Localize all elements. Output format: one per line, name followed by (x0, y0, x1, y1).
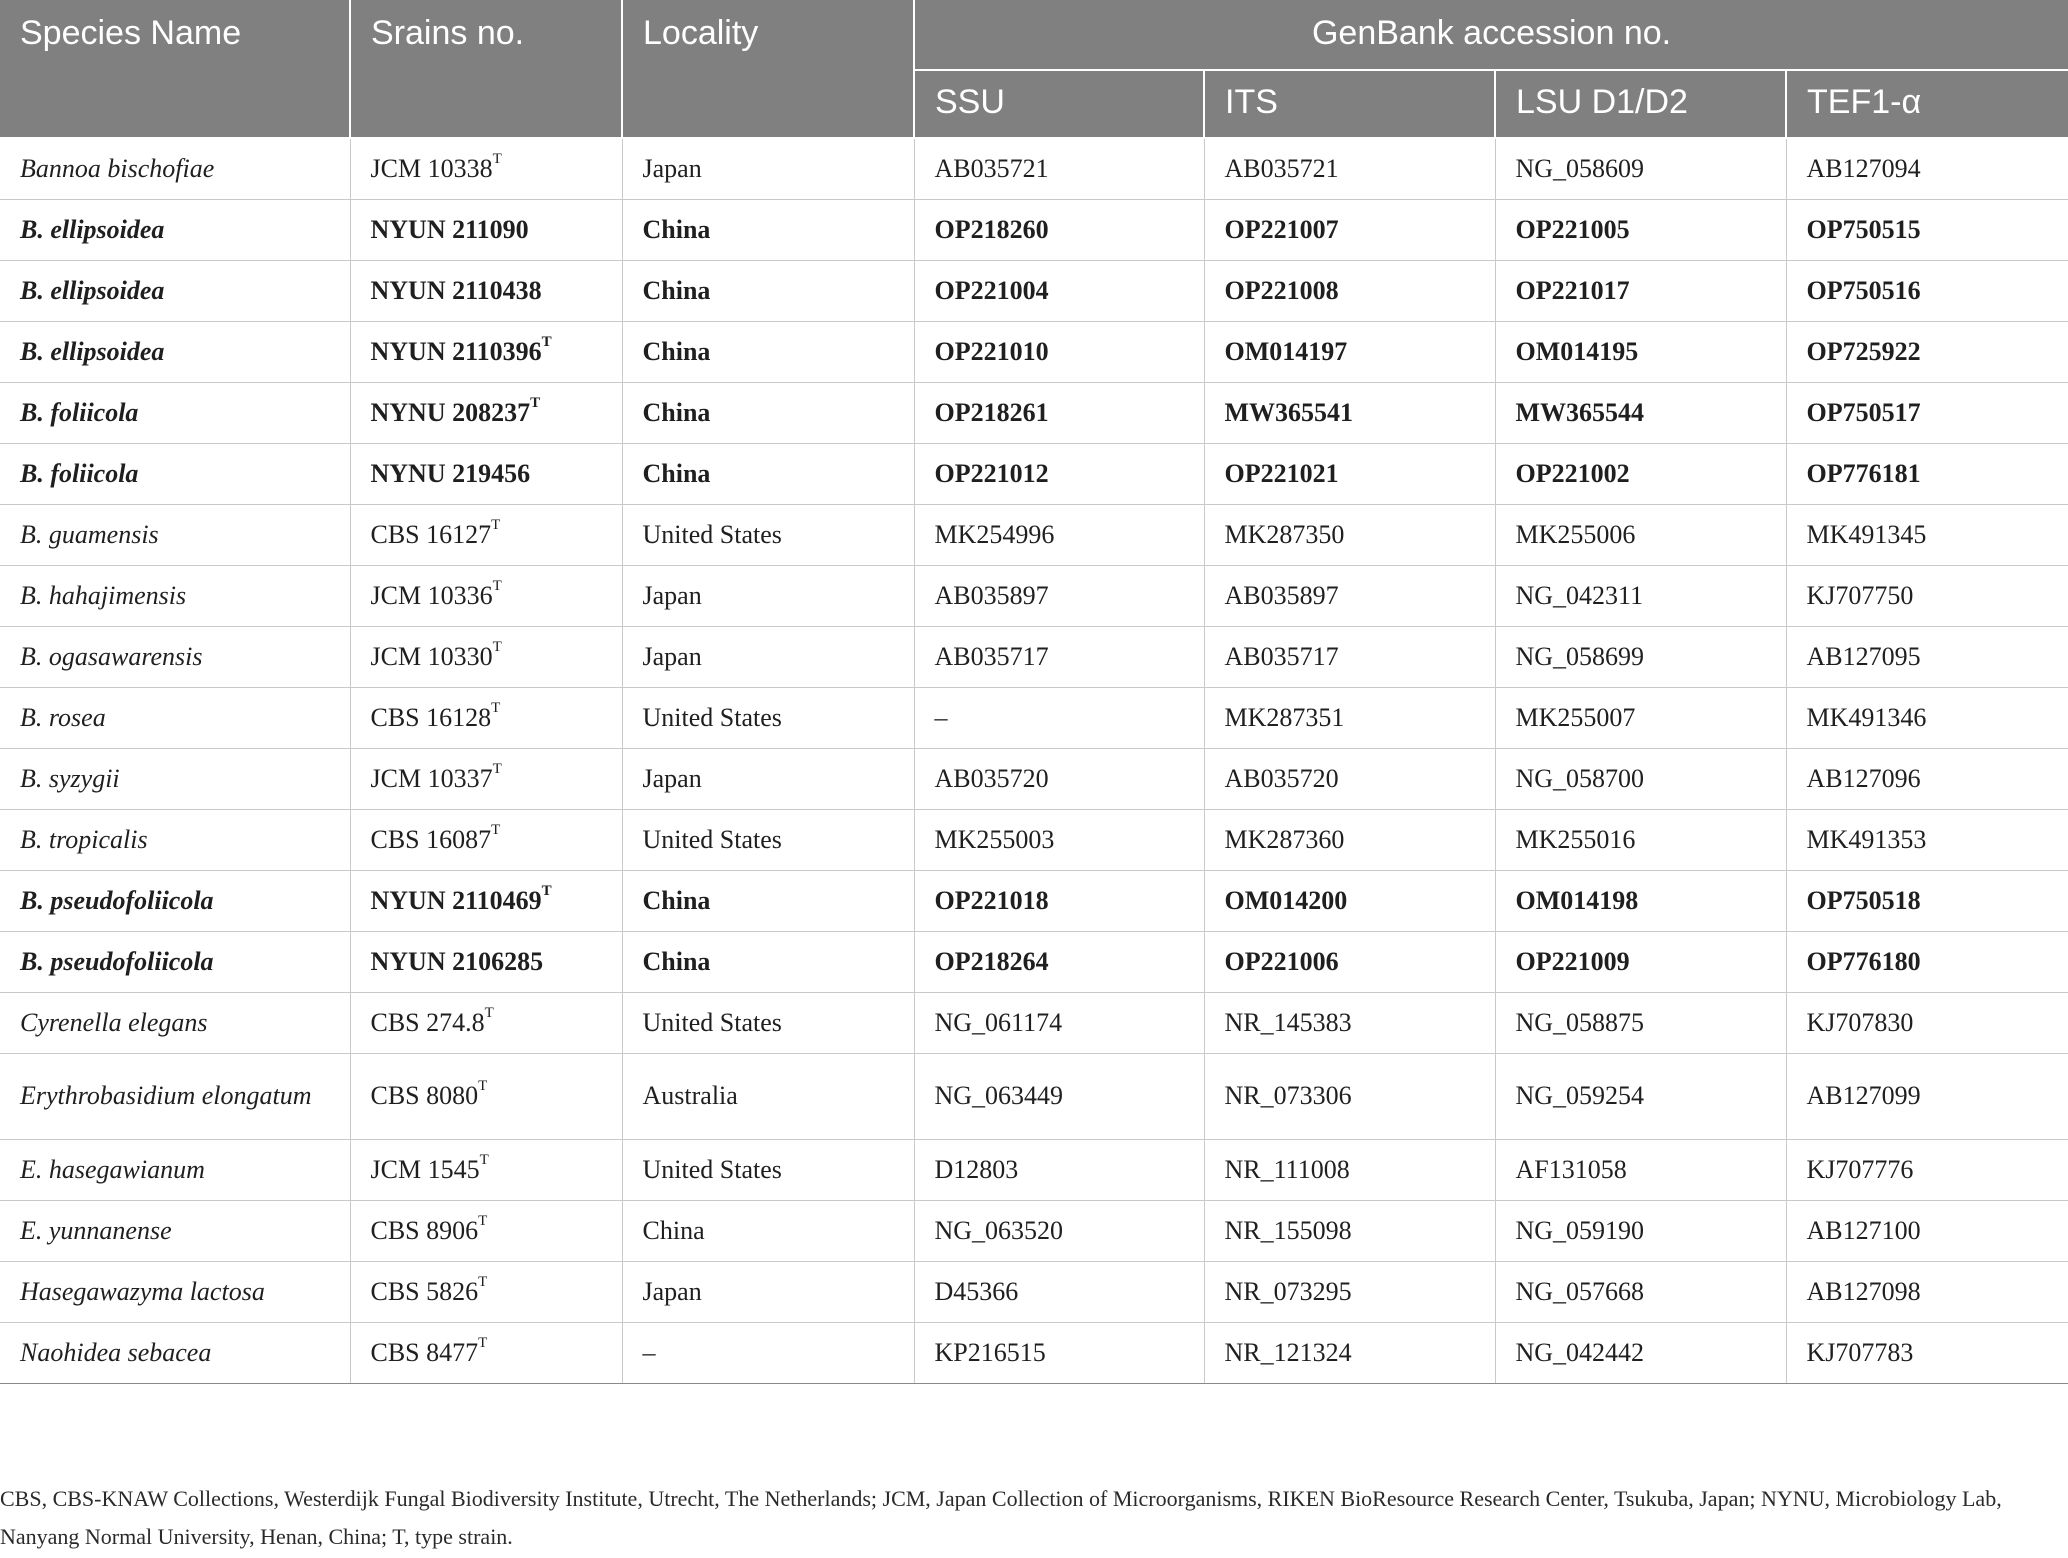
strain-number: NYUN 2110438 (370, 275, 542, 305)
header-its: ITS (1204, 70, 1495, 138)
cell-locality: Japan (622, 626, 914, 687)
cell-strain (350, 443, 622, 504)
table-row (0, 1139, 2068, 1200)
cell-strain (350, 1139, 622, 1200)
cell-species: B. ellipsoidea (0, 260, 350, 321)
cell-species: B. rosea (0, 687, 350, 748)
cell-species: B. tropicalis (0, 809, 350, 870)
cell-its: OP221007 (1204, 199, 1495, 260)
type-strain-mark: T (484, 1004, 494, 1021)
cell-strain (350, 382, 622, 443)
cell-ssu: OP221012 (914, 443, 1204, 504)
cell-tef: OP750517 (1786, 382, 2068, 443)
table-row (0, 809, 2068, 870)
cell-ssu: OP218264 (914, 931, 1204, 992)
cell-lsu: AF131058 (1495, 1139, 1786, 1200)
table-row (0, 1200, 2068, 1261)
type-strain-mark: T (492, 638, 502, 655)
strain-number: NYUN 211090 (370, 214, 529, 244)
cell-ssu: KP216515 (914, 1322, 1204, 1383)
cell-its: AB035720 (1204, 748, 1495, 809)
cell-lsu: OP221005 (1495, 199, 1786, 260)
cell-locality: China (622, 321, 914, 382)
cell-lsu: NG_058699 (1495, 626, 1786, 687)
table-row (0, 504, 2068, 565)
cell-ssu: AB035721 (914, 138, 1204, 199)
cell-locality: China (622, 931, 914, 992)
cell-strain (350, 870, 622, 931)
cell-lsu: MK255007 (1495, 687, 1786, 748)
cell-locality: United States (622, 1139, 914, 1200)
table-header (0, 0, 2068, 138)
cell-ssu: – (914, 687, 1204, 748)
cell-its: AB035721 (1204, 138, 1495, 199)
cell-species: Naohidea sebacea (0, 1322, 350, 1383)
type-strain-mark: T (491, 516, 501, 533)
cell-ssu: OP218260 (914, 199, 1204, 260)
cell-locality: United States (622, 504, 914, 565)
table-row (0, 565, 2068, 626)
cell-lsu: OP221002 (1495, 443, 1786, 504)
cell-ssu: OP221018 (914, 870, 1204, 931)
cell-its: OP221006 (1204, 931, 1495, 992)
cell-ssu: MK254996 (914, 504, 1204, 565)
cell-locality: China (622, 870, 914, 931)
cell-tef: AB127095 (1786, 626, 2068, 687)
strain-number: NYUN 2110469 (370, 885, 542, 915)
header-genbank-accession: GenBank accession no. (914, 0, 2068, 70)
cell-lsu: OM014195 (1495, 321, 1786, 382)
header-ssu: SSU (914, 70, 1204, 138)
cell-species: B. ellipsoidea (0, 321, 350, 382)
table-row (0, 260, 2068, 321)
cell-lsu: NG_057668 (1495, 1261, 1786, 1322)
table-row (0, 687, 2068, 748)
cell-strain (350, 260, 622, 321)
cell-tef: AB127100 (1786, 1200, 2068, 1261)
cell-locality: China (622, 443, 914, 504)
cell-lsu: NG_042442 (1495, 1322, 1786, 1383)
cell-its: MK287360 (1204, 809, 1495, 870)
cell-species: E. hasegawianum (0, 1139, 350, 1200)
cell-tef: AB127096 (1786, 748, 2068, 809)
cell-tef: KJ707783 (1786, 1322, 2068, 1383)
cell-its: NR_145383 (1204, 992, 1495, 1053)
type-strain-mark: T (530, 394, 541, 411)
cell-ssu: D12803 (914, 1139, 1204, 1200)
cell-its: AB035717 (1204, 626, 1495, 687)
strain-number: NYNU 219456 (370, 458, 531, 488)
cell-ssu: AB035717 (914, 626, 1204, 687)
strain-number: JCM 10337 (370, 763, 493, 793)
table-row (0, 443, 2068, 504)
cell-lsu: NG_059254 (1495, 1053, 1786, 1139)
type-strain-mark: T (491, 821, 501, 838)
type-strain-mark: T (492, 760, 502, 777)
cell-locality: China (622, 382, 914, 443)
strain-number: JCM 10338 (370, 153, 493, 183)
header-lsu: LSU D1/D2 (1495, 70, 1786, 138)
cell-ssu: NG_063449 (914, 1053, 1204, 1139)
cell-locality: Australia (622, 1053, 914, 1139)
strain-number: CBS 5826 (370, 1276, 479, 1306)
strain-number: NYUN 2110396 (370, 336, 542, 366)
header-locality: Locality (622, 0, 914, 138)
cell-tef: AB127094 (1786, 138, 2068, 199)
header-strain-no: Srains no. (350, 0, 622, 138)
cell-strain (350, 687, 622, 748)
table-row (0, 138, 2068, 199)
cell-strain (350, 931, 622, 992)
type-strain-mark: T (479, 1151, 489, 1168)
cell-its: MK287350 (1204, 504, 1495, 565)
cell-locality: China (622, 1200, 914, 1261)
cell-species: Cyrenella elegans (0, 992, 350, 1053)
cell-ssu: OP218261 (914, 382, 1204, 443)
table-row (0, 992, 2068, 1053)
strain-number: NYNU 208237 (370, 397, 531, 427)
cell-locality: Japan (622, 138, 914, 199)
cell-tef: OP776180 (1786, 931, 2068, 992)
cell-its: MW365541 (1204, 382, 1495, 443)
cell-locality: Japan (622, 1261, 914, 1322)
cell-ssu: OP221010 (914, 321, 1204, 382)
table-row (0, 870, 2068, 931)
cell-species: B. pseudofoliicola (0, 870, 350, 931)
cell-strain (350, 1261, 622, 1322)
table-row (0, 321, 2068, 382)
type-strain-mark: T (541, 882, 552, 899)
cell-locality: United States (622, 809, 914, 870)
cell-its: NR_155098 (1204, 1200, 1495, 1261)
cell-lsu: NG_058609 (1495, 138, 1786, 199)
strain-number: CBS 8080 (370, 1081, 479, 1110)
cell-tef: KJ707750 (1786, 565, 2068, 626)
strain-number: CBS 16087 (370, 824, 492, 854)
cell-locality: United States (622, 687, 914, 748)
strain-number: CBS 274.8 (370, 1007, 485, 1037)
cell-locality: Japan (622, 748, 914, 809)
table-row (0, 748, 2068, 809)
type-strain-mark: T (478, 1334, 488, 1351)
cell-species: Erythrobasidium elongatum (0, 1053, 350, 1139)
cell-tef: MK491345 (1786, 504, 2068, 565)
cell-tef: OP750516 (1786, 260, 2068, 321)
cell-tef: AB127098 (1786, 1261, 2068, 1322)
cell-strain (350, 1200, 622, 1261)
cell-lsu: MK255006 (1495, 504, 1786, 565)
cell-its: AB035897 (1204, 565, 1495, 626)
cell-its: OP221008 (1204, 260, 1495, 321)
cell-species: B. ellipsoidea (0, 199, 350, 260)
table-footnote: CBS, CBS-KNAW Collections, Westerdijk Fungal Biodiversity Institute, Utrecht, The Netherlands; JCM, Japan Collection of Microorganisms, RIKEN BioResource Research Center, Tsukuba, Japan; NYNU, Microbiology Lab, Nanyang Normal University, Henan, China; T, type strain. (0, 1486, 2002, 1549)
type-strain-mark: T (478, 1078, 488, 1095)
type-strain-mark: T (541, 333, 552, 350)
cell-species: B. foliicola (0, 382, 350, 443)
cell-lsu: MK255016 (1495, 809, 1786, 870)
cell-lsu: MW365544 (1495, 382, 1786, 443)
cell-species: Hasegawazyma lactosa (0, 1261, 350, 1322)
type-strain-mark: T (491, 699, 501, 716)
cell-tef: MK491346 (1786, 687, 2068, 748)
cell-species: Bannoa bischofiae (0, 138, 350, 199)
table-row (0, 626, 2068, 687)
cell-strain (350, 626, 622, 687)
cell-its: OP221021 (1204, 443, 1495, 504)
cell-tef: KJ707776 (1786, 1139, 2068, 1200)
strain-number: CBS 8906 (370, 1215, 479, 1245)
cell-strain (350, 809, 622, 870)
cell-lsu: NG_058875 (1495, 992, 1786, 1053)
cell-strain (350, 565, 622, 626)
table-row (0, 199, 2068, 260)
cell-tef: OP725922 (1786, 321, 2068, 382)
cell-locality: Japan (622, 565, 914, 626)
cell-tef: KJ707830 (1786, 992, 2068, 1053)
cell-ssu: D45366 (914, 1261, 1204, 1322)
cell-ssu: NG_061174 (914, 992, 1204, 1053)
cell-strain (350, 748, 622, 809)
cell-tef: OP750518 (1786, 870, 2068, 931)
cell-its: NR_073295 (1204, 1261, 1495, 1322)
header-species-name: Species Name (0, 0, 350, 138)
cell-tef: OP776181 (1786, 443, 2068, 504)
cell-strain (350, 138, 622, 199)
strain-number: NYUN 2106285 (370, 946, 544, 976)
strain-number: CBS 8477 (370, 1337, 479, 1367)
cell-its: OM014197 (1204, 321, 1495, 382)
strain-number: CBS 16127 (370, 519, 492, 549)
cell-species: B. syzygii (0, 748, 350, 809)
cell-ssu: AB035897 (914, 565, 1204, 626)
cell-strain (350, 1322, 622, 1383)
cell-species: B. foliicola (0, 443, 350, 504)
cell-locality: China (622, 260, 914, 321)
cell-lsu: OP221009 (1495, 931, 1786, 992)
cell-its: MK287351 (1204, 687, 1495, 748)
table-row (0, 382, 2068, 443)
table-row (0, 1053, 2068, 1139)
cell-species: B. hahajimensis (0, 565, 350, 626)
type-strain-mark: T (492, 151, 502, 168)
table-row (0, 1322, 2068, 1383)
cell-strain (350, 1053, 622, 1139)
table-row (0, 1261, 2068, 1322)
cell-its: OM014200 (1204, 870, 1495, 931)
cell-locality: United States (622, 992, 914, 1053)
cell-lsu: NG_059190 (1495, 1200, 1786, 1261)
cell-its: NR_121324 (1204, 1322, 1495, 1383)
cell-species: B. pseudofoliicola (0, 931, 350, 992)
cell-ssu: NG_063520 (914, 1200, 1204, 1261)
cell-tef: OP750515 (1786, 199, 2068, 260)
cell-lsu: NG_042311 (1495, 565, 1786, 626)
header-tef: TEF1-α (1786, 70, 2068, 138)
cell-lsu: NG_058700 (1495, 748, 1786, 809)
cell-ssu: OP221004 (914, 260, 1204, 321)
cell-its: NR_111008 (1204, 1139, 1495, 1200)
cell-ssu: AB035720 (914, 748, 1204, 809)
cell-species: E. yunnanense (0, 1200, 350, 1261)
cell-species: B. guamensis (0, 504, 350, 565)
table-body (0, 138, 2068, 1383)
cell-locality: China (622, 199, 914, 260)
type-strain-mark: T (492, 577, 502, 594)
cell-its: NR_073306 (1204, 1053, 1495, 1139)
type-strain-mark: T (478, 1212, 488, 1229)
type-strain-mark: T (478, 1273, 488, 1290)
strain-number: JCM 10336 (370, 580, 493, 610)
table-row (0, 931, 2068, 992)
cell-strain (350, 992, 622, 1053)
cell-tef: AB127099 (1786, 1053, 2068, 1139)
cell-strain (350, 504, 622, 565)
cell-lsu: OP221017 (1495, 260, 1786, 321)
cell-tef: MK491353 (1786, 809, 2068, 870)
cell-locality: – (622, 1322, 914, 1383)
cell-ssu: MK255003 (914, 809, 1204, 870)
strain-number: JCM 1545 (370, 1154, 480, 1184)
strain-number: JCM 10330 (370, 641, 493, 671)
strain-number: CBS 16128 (370, 702, 492, 732)
cell-strain (350, 321, 622, 382)
cell-lsu: OM014198 (1495, 870, 1786, 931)
cell-strain (350, 199, 622, 260)
cell-species: B. ogasawarensis (0, 626, 350, 687)
